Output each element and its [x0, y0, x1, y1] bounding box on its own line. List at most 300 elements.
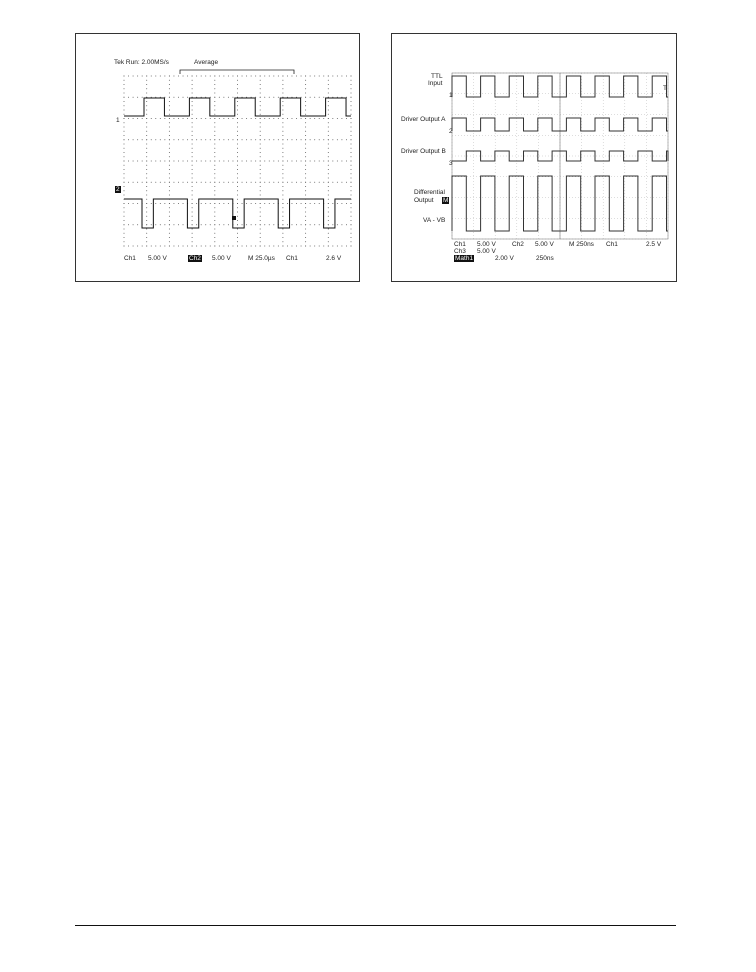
grid-dot — [237, 173, 238, 174]
grid-dot — [187, 97, 188, 98]
grid-dot — [237, 220, 238, 221]
grid-dot — [124, 131, 125, 132]
grid-dot — [164, 182, 165, 183]
right-footer-ch1-scale: 5.00 V — [477, 241, 496, 248]
grid-dot — [264, 182, 265, 183]
grid-dot — [214, 237, 215, 238]
grid-dot — [192, 156, 193, 157]
grid-dot — [319, 139, 320, 140]
grid-dot — [192, 101, 193, 102]
grid-dot — [305, 229, 306, 230]
grid-dot — [173, 76, 174, 77]
grid-dot — [146, 220, 147, 221]
grid-dot — [269, 182, 270, 183]
grid-dot — [133, 161, 134, 162]
grid-dot — [178, 224, 179, 225]
grid-dot — [169, 203, 170, 204]
grid-dot — [164, 246, 165, 247]
grid-dot — [146, 237, 147, 238]
grid-dot — [291, 203, 292, 204]
grid-dot — [255, 118, 256, 119]
grid-dot — [205, 203, 206, 204]
grid-dot — [305, 161, 306, 162]
grid-dot — [214, 122, 215, 123]
grid-dot — [128, 246, 129, 247]
grid-dot — [196, 203, 197, 204]
grid-dot — [183, 97, 184, 98]
grid-dot — [237, 76, 238, 77]
grid-dot — [273, 246, 274, 247]
grid-dot — [305, 182, 306, 183]
grid-dot — [246, 76, 247, 77]
grid-dot — [205, 161, 206, 162]
grid-dot — [260, 212, 261, 213]
grid-dot — [310, 203, 311, 204]
left-footer-trigger-source: Ch1 — [286, 255, 298, 262]
grid-dot — [328, 241, 329, 242]
grid-dot — [351, 152, 352, 153]
grid-dot — [346, 224, 347, 225]
grid-dot — [305, 190, 306, 191]
grid-dot — [160, 182, 161, 183]
grid-dot — [328, 199, 329, 200]
grid-dot — [351, 127, 352, 128]
right-footer-ch1: Ch1 — [454, 241, 466, 248]
grid-dot — [192, 135, 193, 136]
grid-dot — [351, 182, 352, 183]
grid-dot — [196, 224, 197, 225]
grid-dot — [328, 195, 329, 196]
grid-dot — [351, 220, 352, 221]
grid-dot — [232, 182, 233, 183]
grid-dot — [201, 203, 202, 204]
grid-dot — [332, 139, 333, 140]
grid-dot — [260, 131, 261, 132]
grid-dot — [328, 80, 329, 81]
grid-dot — [124, 156, 125, 157]
grid-dot — [282, 80, 283, 81]
grid-dot — [305, 186, 306, 187]
grid-dot — [260, 144, 261, 145]
grid-dot — [319, 224, 320, 225]
grid-dot — [124, 169, 125, 170]
grid-dot — [214, 229, 215, 230]
grid-dot — [337, 182, 338, 183]
grid-dot — [323, 139, 324, 140]
grid-dot — [223, 76, 224, 77]
grid-dot — [346, 161, 347, 162]
grid-dot — [260, 186, 261, 187]
grid-dot — [242, 161, 243, 162]
grid-dot — [173, 97, 174, 98]
grid-dot — [346, 182, 347, 183]
grid-dot — [351, 233, 352, 234]
grid-dot — [314, 246, 315, 247]
grid-dot — [282, 237, 283, 238]
grid-dot — [305, 148, 306, 149]
grid-dot — [205, 224, 206, 225]
grid-dot — [137, 76, 138, 77]
grid-dot — [305, 118, 306, 119]
grid-dot — [178, 76, 179, 77]
grid-dot — [210, 139, 211, 140]
grid-dot — [237, 127, 238, 128]
grid-dot — [210, 76, 211, 77]
grid-dot — [282, 241, 283, 242]
grid-dot — [133, 118, 134, 119]
right-ch2-marker: 2 — [449, 128, 453, 135]
grid-dot — [260, 173, 261, 174]
grid-dot — [124, 148, 125, 149]
grid-dot — [160, 161, 161, 162]
grid-dot — [160, 118, 161, 119]
grid-dot — [237, 156, 238, 157]
grid-dot — [178, 182, 179, 183]
grid-dot — [210, 224, 211, 225]
grid-dot — [237, 131, 238, 132]
page-footer-rule — [75, 925, 676, 926]
grid-dot — [151, 139, 152, 140]
grid-dot — [305, 144, 306, 145]
grid-dot — [205, 182, 206, 183]
grid-dot — [192, 190, 193, 191]
grid-dot — [255, 203, 256, 204]
grid-dot — [269, 246, 270, 247]
grid-dot — [282, 182, 283, 183]
grid-dot — [282, 165, 283, 166]
right-scope-traces — [392, 34, 676, 281]
grid-dot — [351, 203, 352, 204]
grid-dot — [351, 190, 352, 191]
grid-dot — [223, 203, 224, 204]
grid-dot — [332, 76, 333, 77]
grid-dot — [237, 110, 238, 111]
grid-dot — [183, 224, 184, 225]
grid-dot — [282, 229, 283, 230]
grid-dot — [228, 118, 229, 119]
grid-dot — [237, 84, 238, 85]
grid-dot — [260, 161, 261, 162]
left-oscilloscope-figure — [75, 33, 360, 282]
grid-dot — [169, 224, 170, 225]
grid-dot — [155, 118, 156, 119]
grid-dot — [183, 118, 184, 119]
grid-dot — [260, 110, 261, 111]
grid-dot — [146, 84, 147, 85]
grid-dot — [351, 212, 352, 213]
grid-dot — [301, 118, 302, 119]
grid-dot — [124, 186, 125, 187]
grid-dot — [232, 76, 233, 77]
grid-dot — [155, 182, 156, 183]
grid-dot — [351, 101, 352, 102]
grid-dot — [237, 224, 238, 225]
grid-dot — [305, 114, 306, 115]
grid-dot — [169, 84, 170, 85]
grid-dot — [124, 135, 125, 136]
grid-dot — [173, 203, 174, 204]
grid-dot — [296, 161, 297, 162]
left-footer-timebase: M 25.0µs — [248, 255, 275, 262]
grid-dot — [146, 80, 147, 81]
grid-dot — [278, 118, 279, 119]
grid-dot — [146, 246, 147, 247]
grid-dot — [169, 237, 170, 238]
grid-dot — [314, 224, 315, 225]
grid-dot — [128, 118, 129, 119]
grid-dot — [305, 93, 306, 94]
grid-dot — [124, 139, 125, 140]
grid-dot — [146, 131, 147, 132]
grid-dot — [124, 144, 125, 145]
grid-dot — [214, 101, 215, 102]
grid-dot — [137, 246, 138, 247]
grid-dot — [291, 182, 292, 183]
grid-dot — [133, 139, 134, 140]
grid-dot — [328, 152, 329, 153]
grid-dot — [214, 178, 215, 179]
grid-dot — [282, 161, 283, 162]
grid-dot — [255, 139, 256, 140]
grid-dot — [214, 76, 215, 77]
grid-dot — [146, 101, 147, 102]
grid-dot — [219, 246, 220, 247]
grid-dot — [351, 224, 352, 225]
grid-dot — [242, 76, 243, 77]
grid-dot — [255, 76, 256, 77]
grid-dot — [232, 139, 233, 140]
grid-dot — [323, 97, 324, 98]
grid-dot — [151, 76, 152, 77]
grid-dot — [169, 110, 170, 111]
grid-dot — [146, 207, 147, 208]
grid-dot — [237, 80, 238, 81]
grid-dot — [192, 76, 193, 77]
grid-dot — [305, 203, 306, 204]
grid-dot — [192, 229, 193, 230]
grid-dot — [128, 139, 129, 140]
grid-dot — [282, 156, 283, 157]
grid-dot — [223, 97, 224, 98]
grid-dot — [210, 182, 211, 183]
grid-dot — [328, 178, 329, 179]
grid-dot — [260, 84, 261, 85]
grid-dot — [237, 144, 238, 145]
grid-dot — [124, 229, 125, 230]
grid-dot — [169, 173, 170, 174]
grid-dot — [341, 139, 342, 140]
grid-dot — [219, 118, 220, 119]
grid-dot — [192, 152, 193, 153]
grid-dot — [337, 139, 338, 140]
grid-dot — [242, 224, 243, 225]
grid-dot — [146, 139, 147, 140]
grid-dot — [214, 88, 215, 89]
grid-dot — [214, 118, 215, 119]
grid-dot — [128, 203, 129, 204]
grid-dot — [337, 224, 338, 225]
grid-dot — [201, 182, 202, 183]
grid-dot — [251, 76, 252, 77]
grid-dot — [260, 207, 261, 208]
grid-dot — [255, 161, 256, 162]
grid-dot — [282, 88, 283, 89]
grid-dot — [214, 131, 215, 132]
grid-dot — [124, 101, 125, 102]
grid-dot — [246, 161, 247, 162]
grid-dot — [192, 144, 193, 145]
grid-dot — [146, 216, 147, 217]
grid-dot — [237, 237, 238, 238]
grid-dot — [192, 110, 193, 111]
grid-dot — [214, 156, 215, 157]
grid-dot — [282, 169, 283, 170]
grid-dot — [155, 161, 156, 162]
right-footer-math-scale: 2.00 V — [495, 255, 514, 262]
grid-dot — [323, 161, 324, 162]
grid-dot — [319, 182, 320, 183]
grid-dot — [169, 144, 170, 145]
grid-dot — [169, 161, 170, 162]
grid-dot — [124, 161, 125, 162]
grid-dot — [291, 246, 292, 247]
grid-dot — [260, 178, 261, 179]
grid-dot — [237, 161, 238, 162]
grid-dot — [192, 139, 193, 140]
grid-dot — [201, 76, 202, 77]
grid-dot — [124, 212, 125, 213]
grid-dot — [282, 246, 283, 247]
grid-dot — [282, 199, 283, 200]
grid-dot — [351, 97, 352, 98]
grid-dot — [146, 186, 147, 187]
grid-dot — [169, 114, 170, 115]
grid-dot — [301, 76, 302, 77]
grid-dot — [169, 93, 170, 94]
grid-dot — [351, 118, 352, 119]
grid-dot — [228, 246, 229, 247]
grid-dot — [310, 76, 311, 77]
grid-dot — [328, 220, 329, 221]
grid-dot — [305, 156, 306, 157]
grid-dot — [264, 203, 265, 204]
grid-dot — [196, 246, 197, 247]
grid-dot — [351, 156, 352, 157]
grid-dot — [237, 186, 238, 187]
grid-dot — [305, 135, 306, 136]
grid-dot — [124, 114, 125, 115]
grid-dot — [192, 84, 193, 85]
grid-dot — [124, 152, 125, 153]
grid-dot — [155, 139, 156, 140]
grid-dot — [178, 139, 179, 140]
grid-dot — [183, 161, 184, 162]
grid-dot — [264, 118, 265, 119]
grid-dot — [201, 246, 202, 247]
grid-dot — [169, 122, 170, 123]
grid-dot — [328, 88, 329, 89]
grid-dot — [169, 76, 170, 77]
grid-dot — [237, 229, 238, 230]
grid-dot — [214, 241, 215, 242]
grid-dot — [237, 241, 238, 242]
grid-dot — [237, 101, 238, 102]
grid-dot — [151, 224, 152, 225]
grid-dot — [273, 97, 274, 98]
grid-dot — [124, 190, 125, 191]
grid-dot — [223, 182, 224, 183]
grid-dot — [146, 165, 147, 166]
grid-dot — [260, 88, 261, 89]
grid-dot — [137, 161, 138, 162]
grid-dot — [192, 165, 193, 166]
grid-dot — [205, 139, 206, 140]
driver-output-a-label: Driver Output A — [401, 116, 446, 123]
grid-dot — [192, 233, 193, 234]
grid-dot — [282, 131, 283, 132]
grid-dot — [278, 76, 279, 77]
grid-dot — [223, 139, 224, 140]
grid-dot — [305, 97, 306, 98]
grid-dot — [351, 144, 352, 145]
grid-dot — [196, 118, 197, 119]
grid-dot — [183, 139, 184, 140]
grid-dot — [146, 224, 147, 225]
cursor-marker — [232, 216, 236, 220]
grid-dot — [291, 118, 292, 119]
grid-dot — [328, 190, 329, 191]
grid-dot — [164, 76, 165, 77]
grid-dot — [242, 203, 243, 204]
grid-dot — [192, 246, 193, 247]
grid-dot — [328, 122, 329, 123]
grid-dot — [219, 161, 220, 162]
grid-dot — [351, 178, 352, 179]
grid-dot — [210, 246, 211, 247]
grid-dot — [328, 212, 329, 213]
right-footer-trigger-source: Ch1 — [606, 241, 618, 248]
grid-dot — [214, 114, 215, 115]
grid-dot — [305, 165, 306, 166]
ttl-label-line2: Input — [428, 80, 443, 87]
grid-dot — [196, 182, 197, 183]
grid-dot — [305, 246, 306, 247]
grid-dot — [351, 237, 352, 238]
grid-dot — [296, 224, 297, 225]
grid-dot — [137, 224, 138, 225]
grid-dot — [282, 144, 283, 145]
driver-output-b-label: Driver Output B — [401, 148, 446, 155]
grid-dot — [124, 241, 125, 242]
grid-dot — [169, 139, 170, 140]
grid-dot — [282, 178, 283, 179]
grid-dot — [351, 122, 352, 123]
grid-dot — [328, 182, 329, 183]
grid-dot — [169, 131, 170, 132]
grid-dot — [260, 127, 261, 128]
grid-dot — [201, 118, 202, 119]
grid-dot — [146, 161, 147, 162]
grid-dot — [314, 161, 315, 162]
grid-dot — [124, 84, 125, 85]
grid-dot — [314, 203, 315, 204]
grid-dot — [192, 203, 193, 204]
grid-dot — [282, 105, 283, 106]
grid-dot — [214, 93, 215, 94]
grid-dot — [260, 118, 261, 119]
grid-dot — [328, 165, 329, 166]
grid-dot — [328, 139, 329, 140]
